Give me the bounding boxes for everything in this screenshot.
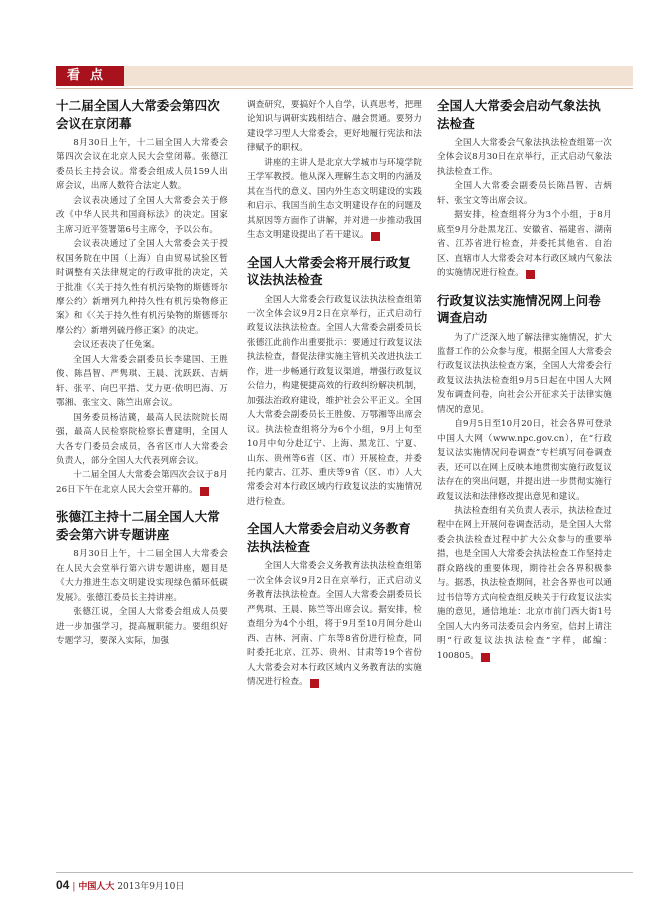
- paragraph-text: 据安排，检查组将分为3个小组，于8月底至9月分赴黑龙江、安徽省、福建省、湖南省、江苏省进行检查，并委托其他省、自治区、直辖市人大常委会对本行政区域内气象法的实施情况进行检查。: [437, 210, 612, 279]
- paragraph: 张德江说，全国人大常委会组成人员要进一步加强学习，提高履职能力。要组织好专题学习，要深入实际，加强: [56, 607, 228, 647]
- paragraph: 全国人大常委会气象法执法检查组第一次全体会议8月30日在京举行，正式启动气象法执法检查工作。: [437, 138, 612, 177]
- article-lecture-continued: [247, 98, 422, 243]
- paragraph: 会议表决通过了全国人大常委会关于修改《中华人民共和国商标法》的决定。国家主席习近平签署第6号主席令，予以公布。: [56, 195, 228, 235]
- article-education-law-inspection: [247, 521, 422, 689]
- paragraph: [247, 156, 422, 243]
- article-npc-session-close: [56, 98, 228, 497]
- paragraph: 全国人大常委会副委员长陈昌智、吉炳轩、张宝文等出席会议。: [437, 181, 612, 206]
- article-title: 全国人大常委会将开展行政复议法执法检查: [247, 255, 411, 288]
- paragraph: [247, 559, 422, 689]
- section-label: 看点: [56, 66, 124, 86]
- paragraph: [56, 468, 228, 497]
- article-lecture: [56, 509, 228, 648]
- paragraph-text: 讲座的主讲人是北京大学城市与环境学院王学军教授。他从深入理解生态文明的内涵及其在当代的意义、国内外生态文明建设的实践和启示、我国当前生态文明建设存在的问题及其原因等方面作了讲解，并对进一步推动我国生态文明建设提出了若干建议。: [247, 157, 422, 241]
- paragraph: 为了广泛深入地了解法律实施情况，扩大监督工作的公众参与度，根据全国人大常委会行政复议法执法检查方案，全国人大常委会行政复议法执法检查组9月5日起在中国人大网发布调查问卷，向社会公开征求关于法律实施情况的意见。: [437, 332, 612, 415]
- end-mark-icon: ■: [371, 232, 380, 241]
- article-title: 张德江主持十二届全国人大常委会第六讲专题讲座: [56, 510, 220, 542]
- paragraph: 8月30日上午，十二届全国人大常委会在人民大会堂举行第六讲专题讲座，题目是《大力推进生态文明建设实现绿色循环低碳发展》。张德江委员长主持讲座。: [56, 549, 228, 603]
- column-3: [437, 98, 612, 663]
- page-number: 04: [56, 878, 70, 892]
- paragraph: 8月30日上午，十二届全国人大常委会第四次会议在北京人民大会堂闭幕。张德江委员长主持会议。常委会组成人员159人出席会议，出席人数符合法定人数。: [56, 138, 228, 192]
- article-meteorology-inspection: [437, 98, 612, 281]
- paragraph: 全国人大常委会副委员长李建国、王胜俊、陈昌智、严隽琪、王晨、沈跃跃、吉炳轩、张平、向巴平措、艾力更·依明巴海、万鄂湘、张宝文、陈竺出席会议。: [56, 354, 228, 409]
- article-title: 全国人大常委会启动气象法执法检查: [437, 99, 601, 131]
- paragraph-text: 全国人大常委会行政复议法执法检查组第一次全体会议9月2日在京举行，正式启动行政复议法执法检查。全国人大常委会副委员长张德江此前作出重要批示：要通过行政复议法执法检查，督促法律实施主管机关改进执法工作，进一步畅通行政复议渠道，增强行政复议公信力，构建便捷高效的行政纠纷解决机制，加强法治政府建设，维护社会公平正义。全国人大常委会副委员长王胜俊、万鄂湘等出席会议。执法检查组将分为6个小组，9月上旬至10月中旬分赴辽宁、上海、黑龙江、宁夏、山东、贵州等6省（区、市）开展检查，并委托内蒙古、江苏、重庆等9省（区、市）人大常委会对本行政区域内行政复议法的实施情况进行检查。: [247, 294, 422, 507]
- article-title: 十二届全国人大常委会第四次会议在京闭幕: [56, 99, 220, 131]
- paragraph-text: 执法检查组有关负责人表示，执法检查过程中在网上开展问卷调查活动，是全国人大常委会执法检查过程中扩大公众参与的重要举措，也是全国人大常委会执法检查工作坚持走群众路线的重要体现，期待社会各界积极参与。据悉，执法检查期间，社会各界也可以通过书信等方式向检查组反映关于行政复议法实施的意见，通信地址：北京市前门西大街1号全国人大内务司法委员会内务室，信封上请注明“行政复议法执法检查”字样，邮编：100805。: [437, 505, 612, 661]
- paragraph-text: 全国人大常委会义务教育法执法检查组第一次全体会议9月2日在京举行，正式启动义务教育法执法检查。全国人大常委会副委员长严隽琪、王晨、陈竺等出席会议。据安排，检查组分为4个小组，将于9月至10月间分赴山西、吉林、河南、广东等8省份进行检查，同时委托北京、江苏、贵州、甘肃等19个省份人大常委会对本行政区域内义务教育法的实施情况进行检查。: [247, 561, 422, 687]
- paragraph: [247, 293, 422, 510]
- article-title: 行政复议法实施情况网上问卷调查启动: [437, 293, 601, 326]
- end-mark-icon: ■: [526, 270, 535, 279]
- column-1: [56, 98, 228, 649]
- header-divider: [56, 88, 633, 89]
- paragraph: 国务委员杨洁篪，最高人民法院院长周强，最高人民检察院检察长曹建明，全国人大各专门委员会成员，各省区市人大常委会负责人，部分全国人大代表列席会议。: [56, 412, 228, 466]
- footer-divider: [56, 872, 633, 873]
- paragraph: 自9月5日至10月20日，社会各界可登录中国人大网（www.npc.gov.cn），在“行政复议法实施情况问卷调查”专栏填写问卷调查表，还可以在网上反映本地贯彻实施行政复议法存在的突出问题，并提出进一步贯彻实施行政复议法和法律修改提出意见和建议。: [437, 419, 612, 502]
- paragraph-text: 十二届全国人大常委会第四次会议于8月26日下午在北京人民大会堂开幕的。: [56, 470, 228, 495]
- article-admin-review-inspection: [247, 255, 422, 510]
- end-mark-icon: ■: [481, 653, 490, 662]
- page-footer: [56, 878, 184, 892]
- paragraph: [437, 208, 612, 280]
- column-2: [247, 98, 422, 689]
- issue-date: 2013年9月10日: [117, 882, 185, 892]
- footer-separator: |: [72, 882, 76, 892]
- end-mark-icon: ■: [310, 679, 319, 688]
- paragraph: [437, 504, 612, 663]
- paragraph: 调查研究，要搞好个人自学，认真思考，把理论知识与调研实践相结合、融会贯通。要努力建设学习型人大常委会，更好地履行宪法和法律赋予的职权。: [247, 100, 422, 154]
- end-mark-icon: ■: [200, 487, 209, 496]
- paragraph: 会议表决通过了全国人大常委会关于授权国务院在中国（上海）自由贸易试验区暂时调整有关法律规定的行政审批的决定，关于批准《〈关于持久性有机污染物的斯德哥尔摩公约〉新增列九种持久性有机污染物修正案》和《〈关于持久性有机污染物的斯德哥尔摩公约〉新增列硫丹修正案》的决定。: [56, 239, 228, 336]
- magazine-name: 中国人大: [78, 882, 115, 892]
- article-title: 全国人大常委会启动义务教育法执法检查: [247, 522, 411, 554]
- article-online-survey: [437, 293, 612, 663]
- paragraph: 会议还表决了任免案。: [73, 340, 161, 351]
- section-header-band: [56, 66, 633, 86]
